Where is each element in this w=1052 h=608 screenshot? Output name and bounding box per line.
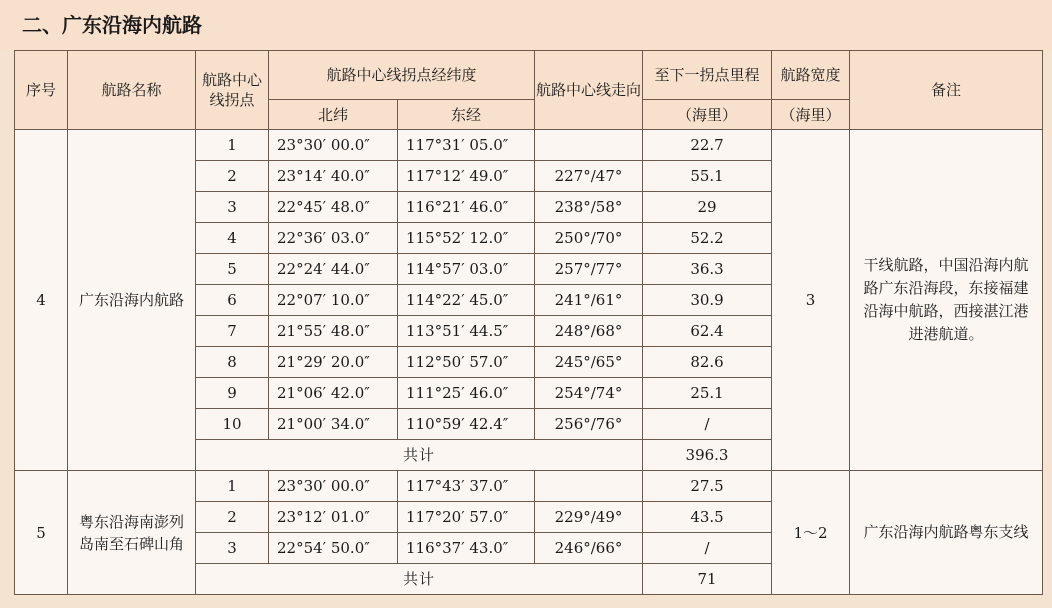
point-direction: 246°/66°: [535, 533, 643, 564]
route-name: 广东沿海内航路: [68, 130, 196, 471]
point-latitude: 21°06′ 42.0″: [269, 378, 398, 409]
point-longitude: 116°21′ 46.0″: [398, 192, 535, 223]
header-turn-point: 航路中心线拐点: [196, 51, 269, 130]
route-name: 粤东沿海南澎列岛南至石碑山角: [68, 471, 196, 595]
point-direction: [535, 471, 643, 502]
route-remarks: 干线航路，中国沿海内航路广东沿海段，东接福建沿海中航路，西接湛江港进港航道。: [850, 130, 1043, 471]
point-latitude: 22°24′ 44.0″: [269, 254, 398, 285]
point-distance: 30.9: [643, 285, 772, 316]
section-title: 二、广东沿海内航路: [0, 0, 1052, 50]
point-longitude: 114°57′ 03.0″: [398, 254, 535, 285]
route-table: [14, 50, 1043, 595]
point-direction: [535, 130, 643, 161]
point-latitude: 23°12′ 01.0″: [269, 502, 398, 533]
point-distance: 62.4: [643, 316, 772, 347]
point-latitude: 22°45′ 48.0″: [269, 192, 398, 223]
point-longitude: 116°37′ 43.0″: [398, 533, 535, 564]
table-row: [15, 130, 1043, 161]
point-direction: 229°/49°: [535, 502, 643, 533]
point-number: 3: [196, 192, 269, 223]
point-number: 8: [196, 347, 269, 378]
point-number: 3: [196, 533, 269, 564]
point-direction: 257°/77°: [535, 254, 643, 285]
point-latitude: 22°54′ 50.0″: [269, 533, 398, 564]
point-distance: /: [643, 533, 772, 564]
point-number: 1: [196, 130, 269, 161]
point-longitude: 117°20′ 57.0″: [398, 502, 535, 533]
route-remarks: 广东沿海内航路粤东支线: [850, 471, 1043, 595]
point-longitude: 117°12′ 49.0″: [398, 161, 535, 192]
header-distance-unit: （海里）: [643, 100, 772, 130]
route-seq: 4: [15, 130, 68, 471]
point-direction: 248°/68°: [535, 316, 643, 347]
route-width: 1～2: [772, 471, 850, 595]
point-latitude: 22°36′ 03.0″: [269, 223, 398, 254]
header-seq: 序号: [15, 51, 68, 130]
route-width: 3: [772, 130, 850, 471]
point-distance: 27.5: [643, 471, 772, 502]
point-latitude: 23°30′ 00.0″: [269, 130, 398, 161]
point-direction: 238°/58°: [535, 192, 643, 223]
point-latitude: 23°14′ 40.0″: [269, 161, 398, 192]
point-distance: 36.3: [643, 254, 772, 285]
point-number: 6: [196, 285, 269, 316]
point-number: 2: [196, 502, 269, 533]
total-label: 共计: [196, 440, 643, 471]
point-number: 2: [196, 161, 269, 192]
point-distance: 52.2: [643, 223, 772, 254]
header-direction: 航路中心线走向: [535, 51, 643, 130]
point-distance: 22.7: [643, 130, 772, 161]
total-distance: 71: [643, 564, 772, 595]
table-row: [15, 471, 1043, 502]
header-width-unit: （海里）: [772, 100, 850, 130]
point-distance: /: [643, 409, 772, 440]
header-lon: 东经: [398, 100, 535, 130]
point-direction: 250°/70°: [535, 223, 643, 254]
point-distance: 29: [643, 192, 772, 223]
point-latitude: 22°07′ 10.0″: [269, 285, 398, 316]
header-distance: 至下一拐点里程: [643, 51, 772, 100]
point-number: 1: [196, 471, 269, 502]
point-longitude: 111°25′ 46.0″: [398, 378, 535, 409]
point-distance: 82.6: [643, 347, 772, 378]
total-distance: 396.3: [643, 440, 772, 471]
point-longitude: 117°31′ 05.0″: [398, 130, 535, 161]
point-distance: 25.1: [643, 378, 772, 409]
point-longitude: 115°52′ 12.0″: [398, 223, 535, 254]
point-direction: 256°/76°: [535, 409, 643, 440]
header-remarks: 备注: [850, 51, 1043, 130]
point-distance: 55.1: [643, 161, 772, 192]
point-longitude: 114°22′ 45.0″: [398, 285, 535, 316]
point-longitude: 117°43′ 37.0″: [398, 471, 535, 502]
point-distance: 43.5: [643, 502, 772, 533]
point-latitude: 21°29′ 20.0″: [269, 347, 398, 378]
header-latlon: 航路中心线拐点经纬度: [269, 51, 535, 100]
point-longitude: 113°51′ 44.5″: [398, 316, 535, 347]
point-direction: 254°/74°: [535, 378, 643, 409]
point-direction: 241°/61°: [535, 285, 643, 316]
header-route-name: 航路名称: [68, 51, 196, 130]
point-latitude: 21°55′ 48.0″: [269, 316, 398, 347]
point-latitude: 21°00′ 34.0″: [269, 409, 398, 440]
point-longitude: 110°59′ 42.4″: [398, 409, 535, 440]
total-label: 共计: [196, 564, 643, 595]
point-number: 5: [196, 254, 269, 285]
header-lat: 北纬: [269, 100, 398, 130]
route-seq: 5: [15, 471, 68, 595]
header-width: 航路宽度: [772, 51, 850, 100]
point-longitude: 112°50′ 57.0″: [398, 347, 535, 378]
point-direction: 227°/47°: [535, 161, 643, 192]
point-direction: 245°/65°: [535, 347, 643, 378]
point-number: 10: [196, 409, 269, 440]
point-latitude: 23°30′ 00.0″: [269, 471, 398, 502]
point-number: 4: [196, 223, 269, 254]
point-number: 9: [196, 378, 269, 409]
point-number: 7: [196, 316, 269, 347]
